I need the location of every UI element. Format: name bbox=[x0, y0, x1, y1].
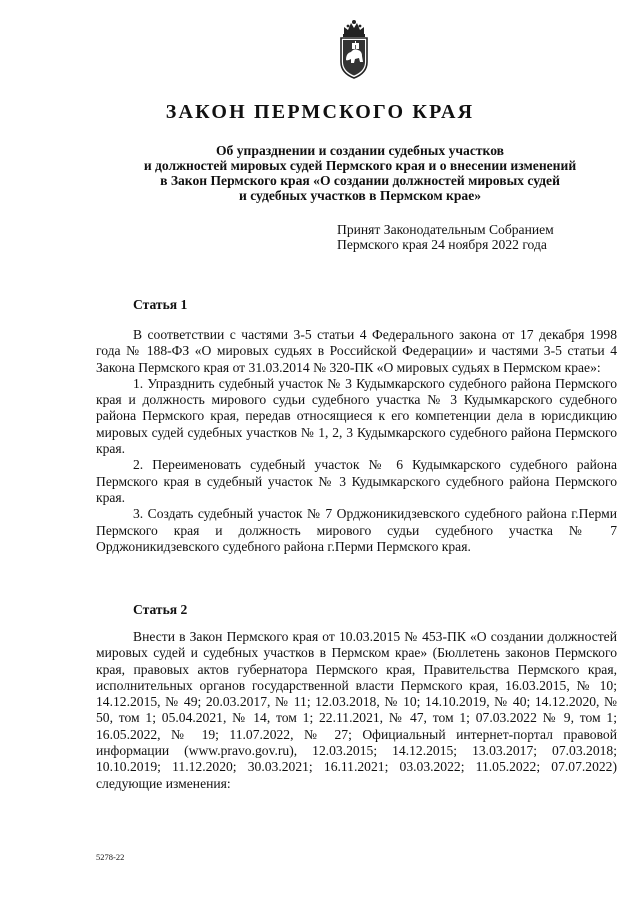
subtitle-line: в Закон Пермского края «О создании должностей мировых судей bbox=[160, 173, 560, 188]
adoption-line: Принят Законодательным Собранием bbox=[337, 222, 554, 237]
law-subtitle bbox=[90, 143, 630, 203]
article-1-paragraph: 1. Упразднить судебный участок № 3 Кудымкарского судебного района Пермского края и должность мирового судьи судебного участка № 3 Кудымкарского судебного района Пермского края, передав относящиеся к его компетенции дела в юрисдикцию мировых судей судебных участков № 1, 2, 3 Кудымкарского судебного района Пермского края. bbox=[96, 375, 617, 457]
document-code: 5278-22 bbox=[96, 852, 125, 862]
adoption-line: Пермского края 24 ноября 2022 года bbox=[337, 237, 547, 252]
coat-of-arms-emblem bbox=[338, 18, 370, 80]
article-1-heading: Статья 1 bbox=[133, 297, 188, 312]
article-2-body bbox=[96, 629, 617, 792]
subtitle-line: Об упразднении и создании судебных участков bbox=[215, 143, 505, 158]
article-1-body bbox=[96, 327, 617, 555]
adoption-note bbox=[337, 222, 554, 252]
subtitle-line: и судебных участков в Пермском крае» bbox=[238, 188, 482, 203]
subtitle-line: и должностей мировых судей Пермского края и о внесении изменений bbox=[143, 158, 577, 173]
article-2-paragraph: Внести в Закон Пермского края от 10.03.2015 № 453-ПК «О создании должностей мировых судей и судебных участков в Пермском крае» (Бюллетень законов Пермского края, правовых актов губернатора Пермского края, Правительства Пермского края, исполнительных органов государственной власти Пермского края, 16.03.2015, № 10; 14.12.2015, № 49; 20.03.2017, № 11; 12.03.2018, № 10; 14.10.2019, № 40; 14.12.2020, № 50, том 1; 05.04.2021, № 14, том 1; 22.11.2021, № 47, том 1; 07.03.2022 № 9, том 1; 16.05.2022, № 19; 11.07.2022, № 27; Официальный интернет-портал правовой информации (www.pravo.gov.ru), 12.03.2015; 14.12.2015; 13.03.2017; 07.03.2018; 10.10.2019; 11.12.2020; 30.03.2021; 16.11.2021; 03.03.2022; 11.05.2022; 07.07.2022) следующие изменения: bbox=[96, 629, 617, 791]
article-1-paragraph: В соответствии с частями 3-5 статьи 4 Федерального закона от 17 декабря 1998 года № 188-ФЗ «О мировых судьях в Российской Федерации» и частями 3-5 статьи 4 Закона Пермского края от 31.03.2014 № 320-ПК «О мировых судьях в Пермском крае»: bbox=[96, 327, 617, 375]
law-title: ЗАКОН ПЕРМСКОГО КРАЯ bbox=[165, 101, 475, 123]
article-2-heading: Статья 2 bbox=[133, 602, 188, 617]
article-1-paragraph: 2. Переименовать судебный участок № 6 Кудымкарского судебного района Пермского края в судебный участок № 3 Кудымкарского судебного района Пермского края. bbox=[96, 457, 617, 505]
article-1-paragraph: 3. Создать судебный участок № 7 Орджоникидзевского судебного района г.Перми Пермского края и должность мирового судьи судебного участка № 7 Орджоникидзевского судебного района г.Перми Пермского края. bbox=[96, 506, 617, 554]
